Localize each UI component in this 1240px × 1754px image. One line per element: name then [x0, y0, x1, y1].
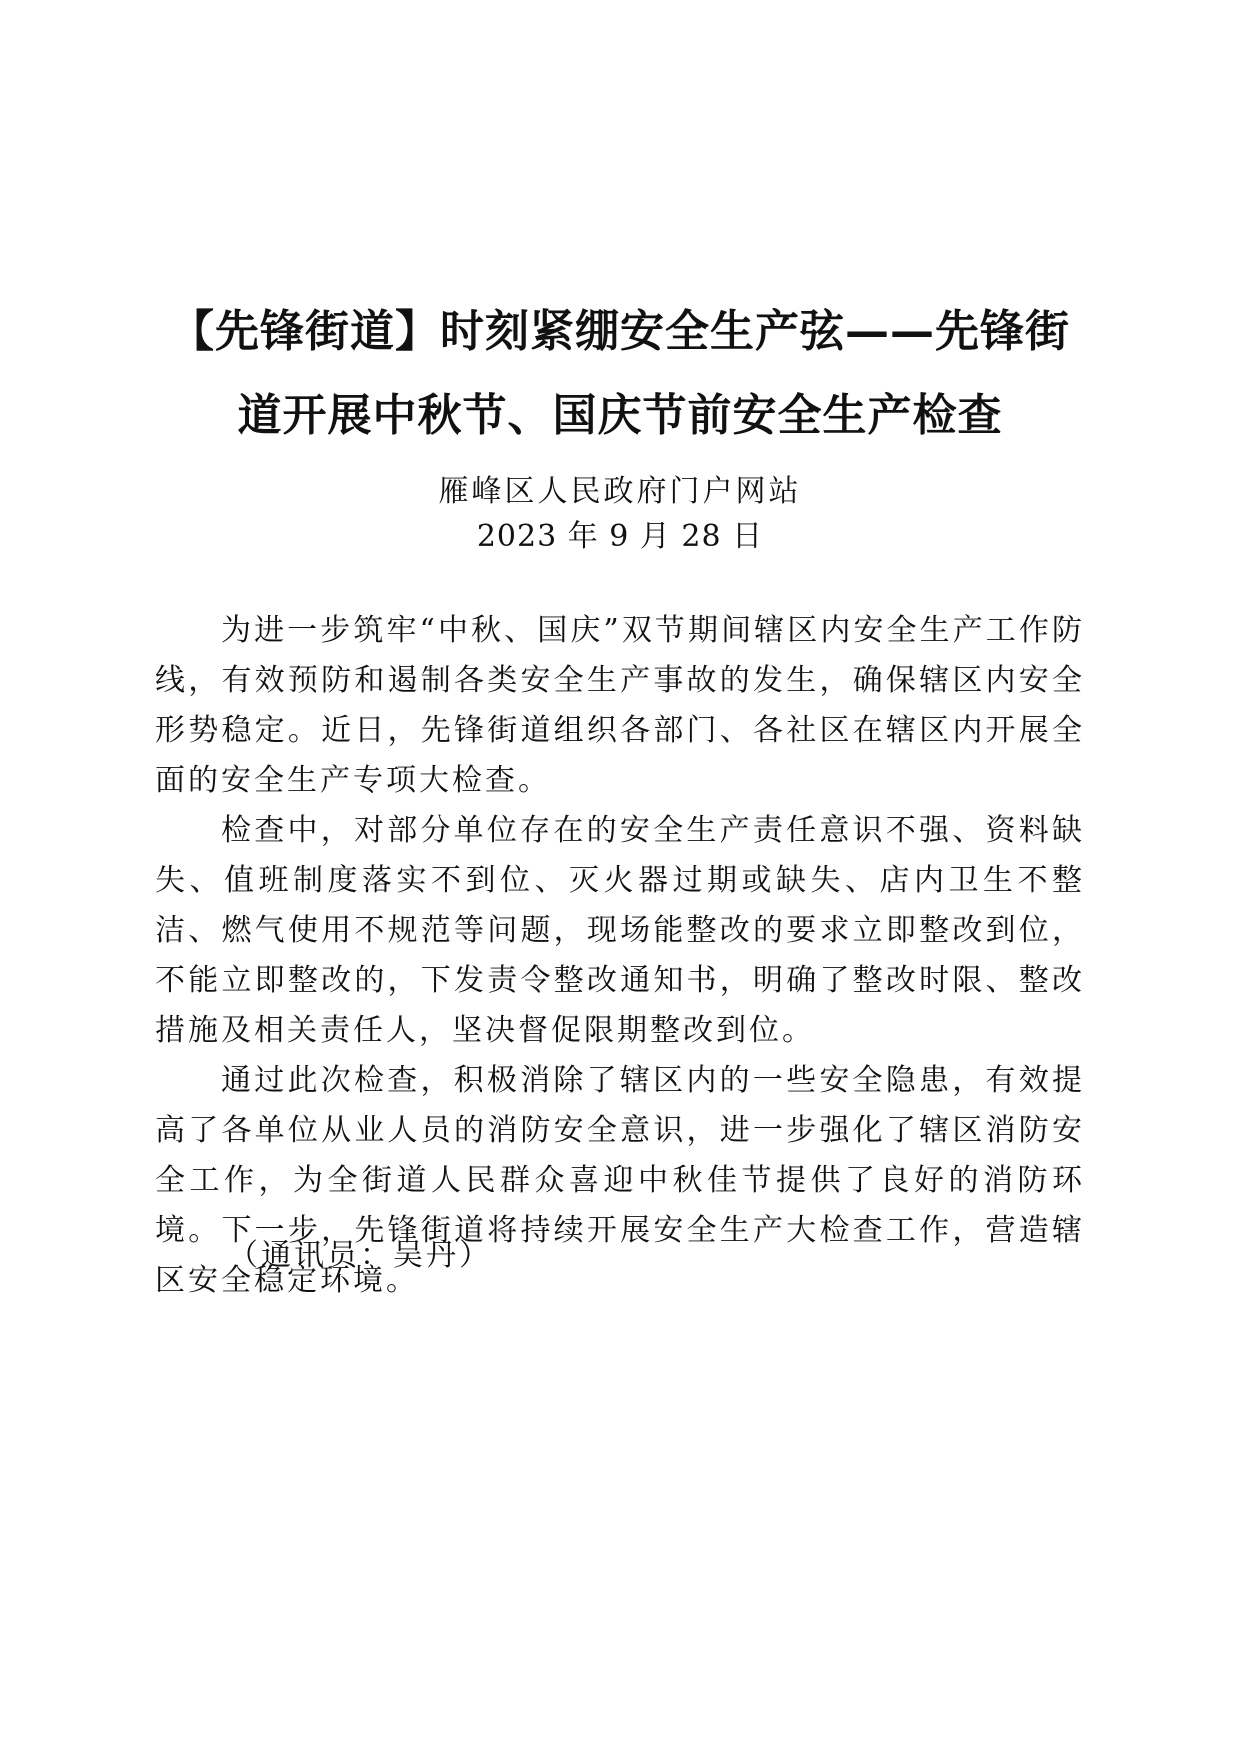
article-body: [155, 606, 1085, 1306]
article-title-line-1: 【先锋街道】时刻紧绷安全生产弦——先锋街: [170, 306, 1070, 357]
article-title: [155, 290, 1085, 458]
body-paragraph-1: 为进一步筑牢“中秋、国庆”双节期间辖区内安全生产工作防线，有效预防和遏制各类安全生产事故的发生，确保辖区内安全形势稳定。近日，先锋街道组织各部门、各社区在辖区内开展全面的安全生产专项大检查。: [155, 613, 1085, 798]
article-source: 雁峰区人民政府门户网站: [438, 474, 802, 509]
body-paragraph-3: 通过此次检查，积极消除了辖区内的一些安全隐患，有效提高了各单位从业人员的消防安全意识，进一步强化了辖区消防安全工作，为全街道人民群众喜迎中秋佳节提供了良好的消防环境。下一步，先锋街道将持续开展安全生产大检查工作，营造辖区安全稳定环境。: [155, 1063, 1085, 1298]
article-title-line-2: 道开展中秋节、国庆节前安全生产检查: [237, 390, 1003, 441]
article-date: 2023 年 9 月 28 日: [476, 519, 764, 554]
body-paragraph-2: 检查中，对部分单位存在的安全生产责任意识不强、资料缺失、值班制度落实不到位、灭火器过期或缺失、店内卫生不整洁、燃气使用不规范等问题，现场能整改的要求立即整改到位，不能立即整改的，下发责令整改通知书，明确了整改时限、整改措施及相关责任人，坚决督促限期整改到位。: [155, 813, 1085, 1048]
article-author: （通讯员：吴丹）: [228, 1238, 492, 1273]
